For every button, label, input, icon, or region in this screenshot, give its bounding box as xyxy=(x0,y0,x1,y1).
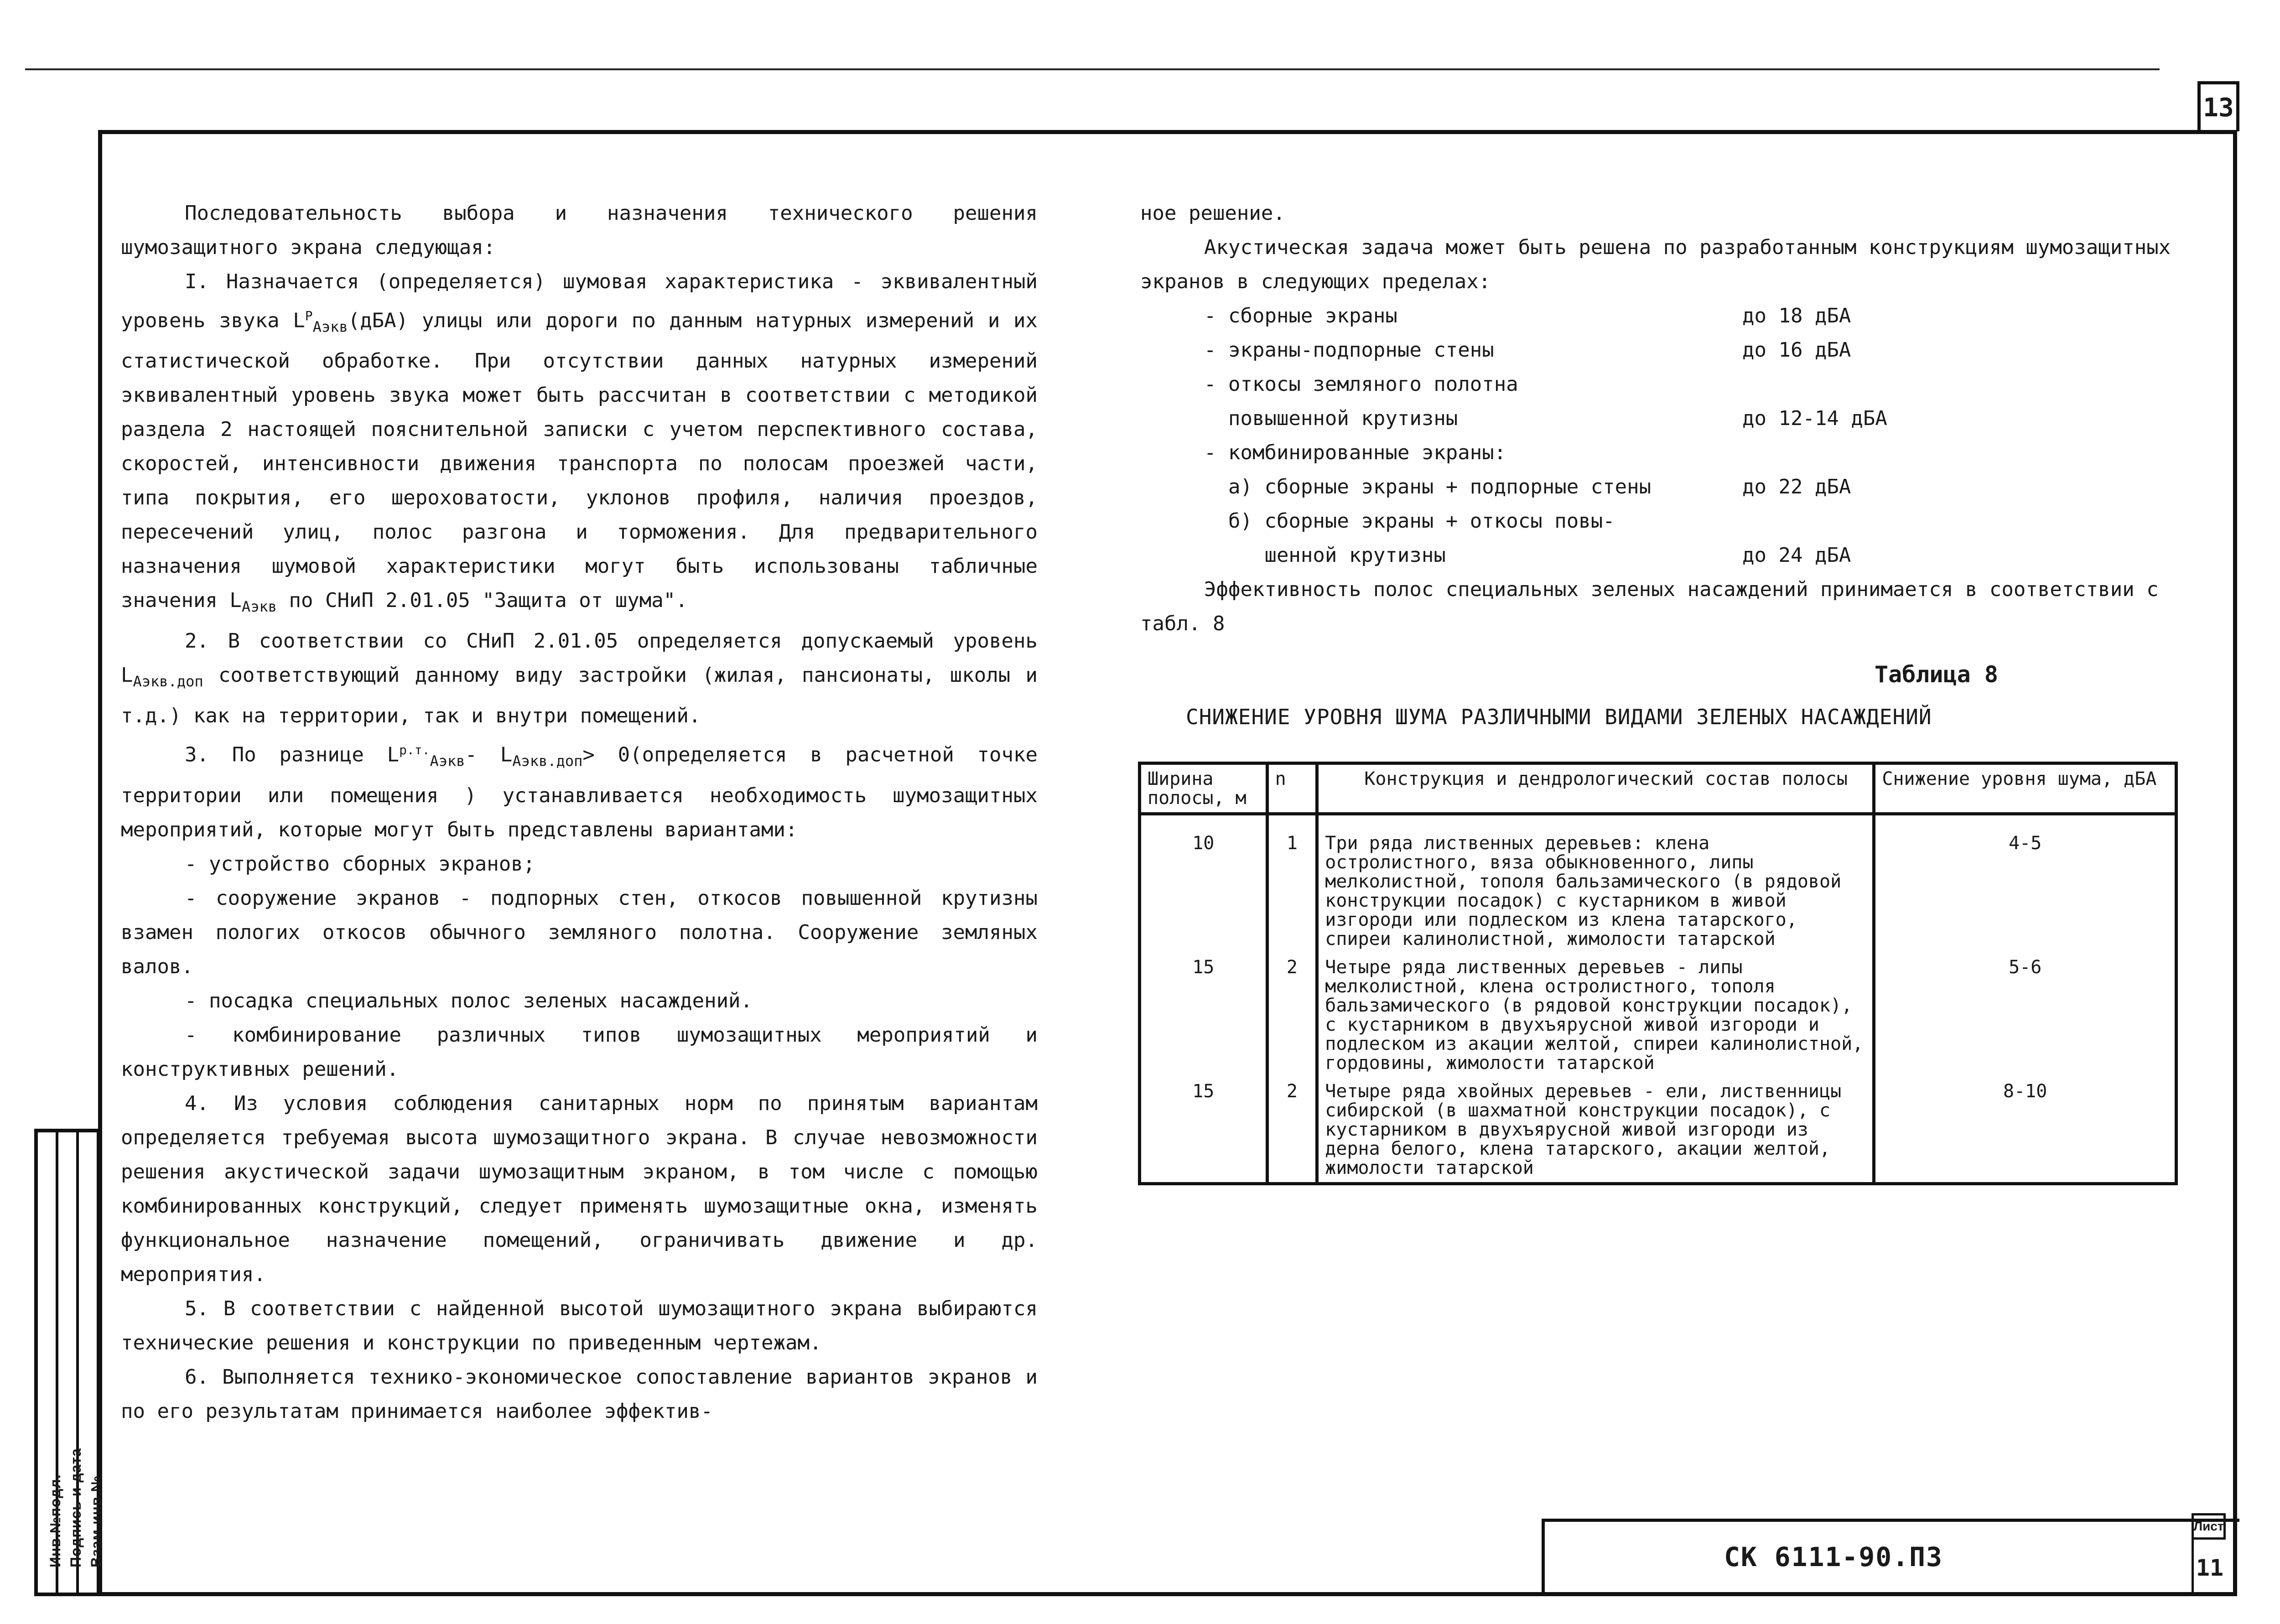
header-width: Ширина полосы, м xyxy=(1140,763,1267,814)
sheet-label: Лист xyxy=(2192,1513,2226,1540)
effectiveness-item: - сборные экраны до 18 дБА xyxy=(1204,304,1851,327)
dash-item-2: - сооружение экранов - подпорных стен, откосов повышенной крутизны взамен пологих откосов обычного земляного полотна. Сооружение земляных валов. xyxy=(121,886,1038,978)
table-header-row xyxy=(1140,763,2176,814)
continuation-text: ное решение. xyxy=(1140,202,1285,225)
item-4: 4. Из условия соблюдения санитарных норм по принятым вариантам определяется требуемая высота шумозащитного экрана. В случае невозможности решения акустической задачи шумозащитным экраном, в том числе с помощью комбинированных конструкций, следует применять шумозащитные окна, изменять функциональное назначение помещений, ограничивать движение и др. мероприятия. xyxy=(121,1091,1038,1286)
cell-n: 2 xyxy=(1267,953,1317,1077)
cell-reduction: 4-5 xyxy=(1874,814,2176,954)
effectiveness-item: а) сборные экраны + подпорные стены до 22 дБА xyxy=(1204,475,1851,498)
header-construction: Конструкция и дендрологический состав полосы xyxy=(1317,763,1874,814)
effectiveness-list xyxy=(1140,299,2189,572)
document-code: СК 6111-90.ПЗ xyxy=(1724,1541,1943,1572)
acoustic-paragraph: Акустическая задача может быть решена по разработанным конструкциям шумозащитных экранов в следующих пределах: xyxy=(1140,236,2171,293)
effectiveness-item: - комбинированные экраны: xyxy=(1204,441,1506,464)
table-row xyxy=(1140,953,2176,1077)
effectiveness-item: б) сборные экраны + откосы повы- xyxy=(1204,509,1615,533)
page-number: 13 xyxy=(2197,81,2239,131)
cell-construction: Три ряда лиственных деревьев: клена остролистного, вяза обыкновенного, липы мелколистной, тополя бальзамического (в рядовой конструкции посадок) с кустарником в живой изгороди или подлеском из клена татарского, спиреи калинолистной, жимолости татарской xyxy=(1317,814,1874,954)
side-stamp xyxy=(34,1129,104,1596)
efficiency-paragraph: Эффективность полос специальных зеленых насаждений принимается в соответствии с табл. 8 xyxy=(1140,578,2159,635)
item-3: 3. По разнице $L^{р.т.}_{Аэкв}-$ $L_{Аэкв.доп}>$ 0(определяется в расчетной точке территории или помещения ) устанавливается необходимость шумозащитных мероприятий, которые могут быть представлены вариантами: xyxy=(121,742,1038,841)
dash-item-3: - посадка специальных полос зеленых насаждений. xyxy=(185,989,753,1012)
cell-width: 10 xyxy=(1140,814,1267,954)
side-stamp-inventory: Инв.№подл. xyxy=(38,1132,58,1593)
cell-construction: Четыре ряда лиственных деревьев - липы мелколистной, клена остролистного, тополя бальзамического (в рядовой конструкции посадок), с кустарником в двухъярусной живой изгороди и подлеском из акации желтой, спиреи калинолистной, гордовины, жимолости татарской xyxy=(1317,953,1874,1077)
item-5: 5. В соответствии с найденной высотой шумозащитного экрана выбираются технические решения и конструкции по приведенным чертежам. xyxy=(121,1297,1038,1354)
cell-n: 2 xyxy=(1267,1077,1317,1184)
right-column xyxy=(1140,196,2189,641)
effectiveness-item: - откосы земляного полотна xyxy=(1204,373,1518,396)
cell-width: 15 xyxy=(1140,953,1267,1077)
cell-construction: Четыре ряда хвойных деревьев - ели, лиственницы сибирской (в шахматной конструкции посадок), с кустарником в двухъярусной живой изгороди из дерна белого, клена татарского, акации желтой, жимолости татарской xyxy=(1317,1077,1874,1184)
left-column xyxy=(121,196,1038,1428)
item-2: 2. В соответствии со СНиП 2.01.05 определяется допускаемый уровень $L_{Аэкв.доп}$ соответствующий данному виду застройки (жилая, пансионаты, школы и т.д.) как на территории, так и внутри помещений. xyxy=(121,629,1038,728)
cell-n: 1 xyxy=(1267,814,1317,954)
table-row xyxy=(1140,1077,2176,1184)
noise-reduction-table xyxy=(1138,762,2178,1185)
top-rule xyxy=(25,68,2160,70)
dash-item-4: - комбинирование различных типов шумозащитных мероприятий и конструктивных решений. xyxy=(121,1023,1038,1081)
side-stamp-replacement: Взам.инв.№ xyxy=(88,1475,104,1567)
cell-width: 15 xyxy=(1140,1077,1267,1184)
intro-paragraph: Последовательность выбора и назначения технического решения шумозащитного экрана следующая: xyxy=(121,202,1038,259)
dash-item-1: - устройство сборных экранов; xyxy=(185,852,535,876)
table-title: СНИЖЕНИЕ УРОВНЯ ШУМА РАЗЛИЧНЫМИ ВИДАМИ ЗЕЛЕНЫХ НАСАЖДЕНИЙ xyxy=(1186,705,1932,729)
sheet-number: 11 xyxy=(2192,1540,2226,1596)
effectiveness-item: - экраны-подпорные стены до 16 дБА xyxy=(1204,338,1851,362)
header-reduction: Снижение уровня шума, дБА xyxy=(1874,763,2176,814)
effectiveness-item: повышенной крутизны до 12-14 дБА xyxy=(1204,407,1887,430)
item-6: 6. Выполняется технико-экономическое сопоставление вариантов экранов и по его результатам принимается наиболее эффектив- xyxy=(121,1365,1038,1423)
table-row xyxy=(1140,814,2176,954)
cell-reduction: 5-6 xyxy=(1874,953,2176,1077)
cell-reduction: 8-10 xyxy=(1874,1077,2176,1184)
table-caption: Таблица 8 xyxy=(1875,661,1998,688)
header-n: n xyxy=(1267,763,1317,814)
side-stamp-signature: Подпись и дата xyxy=(58,1132,79,1593)
item-1: І. Назначается (определяется) шумовая характеристика - эквивалентный уровень звука $L^Р_{Аэкв}(дБА)$ улицы или дороги по данным натурных измерений и их статистической обработке. При отсутствии данных натурных измерений эквивалентный уровень звука может быть рассчитан в соответствии с методикой раздела 2 настоящей пояснительной записки с учетом перспективного состава, скоростей, интенсивности движения транспорта по полосам проезжей части, типа покрытия, его шероховатости, уклонов профиля, наличия проездов, пересечений улиц, полос разгона и торможения. Для предварительного назначения шумовой характеристики могут быть использованы табличные значения $L_{Аэкв}$ по СНиП 2.01.05 "Защита от шума". xyxy=(121,270,1038,616)
effectiveness-item: шенной крутизны до 24 дБА xyxy=(1204,544,1851,567)
